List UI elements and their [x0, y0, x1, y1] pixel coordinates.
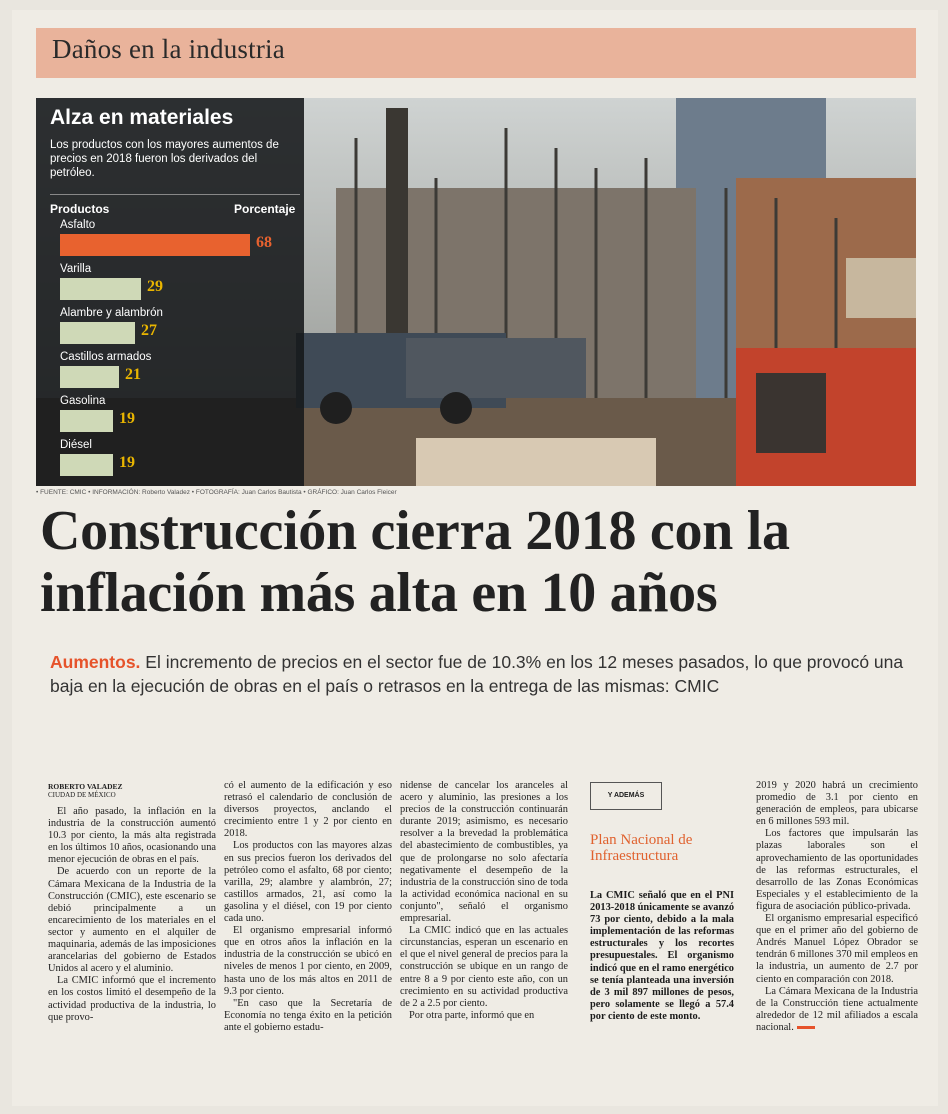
bar-value-label: 21 [125, 366, 141, 383]
sidebar-body: La CMIC señaló que en el PNI 2013-2018 únicamente se avanzó 73 por ciento, debido a la mala implementación de las reformas estructurales y los recortes presupuestales. El organismo indicó que en el ramo energético se tenía planteada una inversión de 3 mil 897 millones de pesos, pero solamente se llegó a 57.4 por ciento de este monto. [590, 890, 735, 1022]
paragraph: El organismo empresarial informó que en otros años la inflación en la industria de la construcción se ubicó en niveles de menos 1 por ciento, en 2009, hasta uno de los más altos en 2011 de 9.3 por ciento. [224, 925, 392, 997]
end-mark [797, 1026, 815, 1029]
bar-value-label: 19 [119, 454, 135, 471]
bar [60, 454, 113, 476]
dateline: CIUDAD DE MÉXICO [48, 791, 116, 799]
bar-value-label: 19 [119, 410, 135, 427]
sidebar-tag: Y ADEMÁS [590, 782, 662, 810]
infographic-panel [36, 98, 304, 486]
bar-row [60, 218, 272, 256]
bar-row [60, 394, 135, 432]
bar-row [60, 438, 135, 476]
article-column-1 [48, 782, 216, 1024]
paragraph: El organismo empresarial especificó que en el primer año del gobierno de Andrés Manuel López Obrador se tendrán 6 millones 370 mil empleos en la industria, un aumento de 2.7 por ciento en comparación con 2018. [756, 913, 918, 985]
bar-category-label: Asfalto [60, 219, 96, 231]
byline: ROBERTO VALADEZ [48, 782, 123, 791]
products-column-header: Productos [50, 202, 110, 216]
paragraph: La CMIC informó que el incremento en los costos limitó el desempeño de la actividad productiva de la industria, lo que provo- [48, 975, 216, 1023]
bar-row [60, 262, 163, 300]
paragraph: Por otra parte, informó que en [409, 1009, 535, 1021]
deck-kicker: Aumentos. [50, 652, 141, 672]
bar-row [60, 350, 151, 388]
article-column-5 [756, 780, 918, 1034]
bar-category-label: Gasolina [60, 395, 106, 407]
paragraph: "En caso que la Secretaría de Economía no tenga éxito en la petición ante el gobierno estadu- [224, 997, 392, 1033]
paragraph: có el aumento de la edificación y eso retrasó el calendario de conclusión de diversos proyectos, anclando el crecimiento entre 1 y 2 por ciento en 2018. [224, 780, 392, 840]
section-title: Daños en la industria [52, 34, 285, 64]
bar-value-label: 27 [141, 322, 157, 339]
infographic-title: Alza en materiales [50, 106, 234, 129]
bar-value-label: 29 [147, 278, 163, 295]
construction-photo [36, 98, 916, 486]
infographic-subtitle: Los productos con los mayores aumentos de precios en 2018 fueron los derivados del petróleo. [50, 139, 279, 179]
bar-value-label: 68 [256, 234, 272, 251]
paragraph: nidense de cancelar los aranceles al acero y aluminio, las presiones a los precios de la construcción continuarán durante 2019; asimismo, es necesario resolver a la brevedad la problemática del abastecimiento de combustibles, ya que de prolongarse no solo afectaría negativamente el desempeño de la industria de la construcción sino de toda la actividad económica nacional en su conjunto", señaló el organismo empresarial. [400, 780, 568, 925]
percent-column-header: Porcentaje [234, 202, 296, 216]
section-header [36, 28, 916, 78]
headline: Construcción cierra 2018 con la inflación más alta en 10 años [40, 500, 790, 624]
bar [60, 322, 135, 344]
bar [60, 410, 113, 432]
article-column-2 [224, 780, 392, 1034]
paragraph: Los factores que impulsarán las plazas laborales son el aprovechamiento de las oportunidades de las reformas estructurales, el desarrollo de las Zonas Económicas Especiales y el establecimiento de la figura de asociación público-privada. [756, 828, 918, 912]
infographic-divider [50, 194, 300, 195]
bar-category-label: Alambre y alambrón [60, 307, 163, 319]
paragraph: Los productos con las mayores alzas en sus precios fueron los derivados del petróleo como el asfalto, 68 por ciento; varilla, 29; alambre y alambrón, 27; castillos armados, 21, así como la gasolina y el diésel, con 19 por ciento cada uno. [224, 840, 392, 925]
bar-category-label: Varilla [60, 263, 92, 275]
paragraph: 2019 y 2020 habrá un crecimiento promedio de 3.1 por ciento en generación de empleos, para ubicarse en 6 millones 593 mil. [756, 780, 918, 828]
bar-row [60, 306, 163, 344]
paragraph: El año pasado, la inflación en la industria de la construcción aumentó 10.3 por ciento, la más alta registrada en los últimos 10 años, ocasionando una menor ejecución de obras en el país. [48, 806, 216, 866]
paragraph [756, 986, 918, 1034]
bar [60, 278, 141, 300]
credits-line: • FUENTE: CMIC • INFORMACIÓN: Roberto Valadez • FOTOGRAFÍA: Juan Carlos Bautista • GRÁFICO: Juan Carlos Fleicer [36, 489, 397, 496]
bar-category-label: Diésel [60, 439, 92, 451]
paragraph: La CMIC indicó que en las actuales circunstancias, esperan un escenario en el que el nivel general de precios para la construcción se ubique en un rango de entre 8 a 9 por ciento este año, con un crecimiento en su actividad productiva de 2 a 2.5 por ciento. [400, 925, 568, 1009]
sidebar-title: Plan Nacional de Infraestructura [590, 832, 693, 864]
deck [50, 650, 910, 698]
paragraph: De acuerdo con un reporte de la Cámara Mexicana de la Industria de la Construcción (CMIC), este escenario se debió principalmente a un encarecimiento de los materiales en el sector y aumento en el alquiler de maquinaria, además de las imposiciones arancelarias del gobierno de Estados Unidos al acero y el aluminio. [48, 866, 216, 975]
bar-category-label: Castillos armados [60, 351, 152, 363]
bar [60, 234, 250, 256]
paragraph-text: La Cámara Mexicana de la Industria de la Construcción tiene actualmente alrededor de 12 mil afiliados a escala nacional. [756, 985, 918, 1033]
deck-text: El incremento de precios en el sector fue de 10.3% en los 12 meses pasados, lo que provocó una baja en la ejecución de obras en el país o retrasos en la entrega de las mismas: CMIC [50, 652, 904, 696]
bar [60, 366, 119, 388]
article-column-3 [400, 780, 568, 1022]
